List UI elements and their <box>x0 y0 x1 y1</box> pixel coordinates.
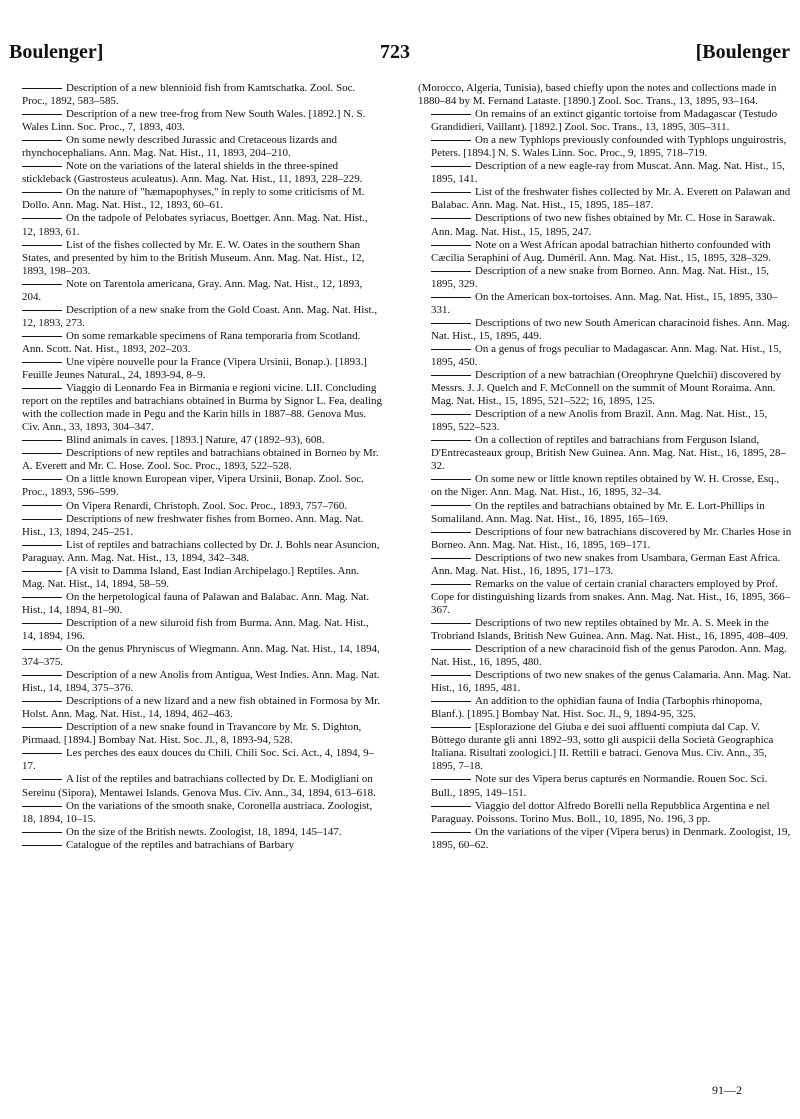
ditto-dash <box>22 571 62 572</box>
bibliography-entry <box>418 617 792 643</box>
bibliography-entry <box>9 721 383 747</box>
ditto-dash <box>431 558 471 559</box>
bibliography-entry <box>418 669 792 695</box>
bibliography-entry <box>9 643 383 669</box>
entry-text: Description of a new batrachian (Oreophryne Quelchii) discovered by Messrs. J. J. Quelch and F. McConnell on the summit of Mount Roraima. Ann. Mag. Nat. Hist., 15, 1895, 521–522; 16, 1895, 125. <box>431 369 782 408</box>
entry-text: On remains of an extinct gigantic tortoise from Madagascar (Testudo Grandidieri, Vaillant). [1892.] Zool. Soc. Trans., 13, 1895, 305–311. <box>431 108 778 134</box>
ditto-dash <box>431 532 471 533</box>
bibliography-entry <box>9 108 383 134</box>
ditto-dash <box>22 166 62 167</box>
entry-text: Note on the variations of the lateral shields in the three-spined stickleback (Gastrosteus aculeatus). Ann. Mag. Nat. Hist., 11, 1893, 228–229. <box>22 160 363 186</box>
entry-text: On the genus Phryniscus of Wiegmann. Ann. Mag. Nat. Hist., 14, 1894, 374–375. <box>22 643 380 669</box>
entry-text: Description of a new eagle-ray from Muscat. Ann. Mag. Nat. Hist., 15, 1895, 141. <box>431 160 785 186</box>
ditto-dash <box>22 114 62 115</box>
bibliography-entry <box>9 473 383 499</box>
ditto-dash <box>22 597 62 598</box>
ditto-dash <box>431 623 471 624</box>
entry-text: On the variations of the viper (Vipera berus) in Denmark. Zoologist, 19, 1895, 60–62. <box>431 825 791 851</box>
entry-text: Description of a new Anolis from Brazil. Ann. Mag. Nat. Hist., 15, 1895, 522–523. <box>431 408 768 434</box>
entry-text: Description of a new characinoid fish of the genus Parodon. Ann. Mag. Nat. Hist., 16, 1895, 480. <box>431 643 787 669</box>
entry-text: List of the fishes collected by Mr. E. W. Oates in the southern Shan States, and presented by him to the British Museum. Ann. Mag. Nat. Hist., 12, 1893, 198–203. <box>22 238 365 277</box>
entry-text: On some remarkable specimens of Rana temporaria from Scotland. Ann. Scott. Nat. Hist., 1893, 202–203. <box>22 329 361 355</box>
bibliography-entry <box>418 212 792 238</box>
bibliography-entry <box>9 134 383 160</box>
ditto-dash <box>22 545 62 546</box>
ditto-dash <box>22 440 62 441</box>
bibliography-entry <box>418 826 792 852</box>
ditto-dash <box>431 479 471 480</box>
entry-text: Viaggio di Leonardo Fea in Birmania e regioni vicine. LII. Concluding report on the reptiles and batrachians obtained in Burma by Signor L. Fea, dealing with the collection made in Pegu and the Karin hills in 1887–88. Genova Mus. Civ. Ann., 33, 1893, 304–347. <box>22 382 382 434</box>
entry-text: List of reptiles and batrachians collected by Dr. J. Bohls near Asuncion, Paraguay. Ann. Mag. Nat. Hist., 13, 1894, 342–348. <box>22 538 380 564</box>
bibliography-entry <box>9 304 383 330</box>
bibliography-entry <box>418 291 792 317</box>
entry-text: Blind animals in caves. [1893.] Nature, 47 (1892–93), 608. <box>66 434 325 447</box>
bibliography-entry <box>418 800 792 826</box>
bibliography-entry <box>9 239 383 278</box>
entry-text: A list of the reptiles and batrachians collected by Dr. E. Modigliani on Sereinu (Sipora), Mentawei Islands. Genova Mus. Civ. Ann., 34, 1894, 613–618. <box>22 773 376 799</box>
bibliography-entry <box>9 160 383 186</box>
left-column <box>9 82 383 852</box>
bibliography-entry <box>9 669 383 695</box>
ditto-dash <box>431 649 471 650</box>
bibliography-entry <box>418 265 792 291</box>
entry-text: Les perches des eaux douces du Chili. Chili Soc. Sci. Act., 4, 1894, 9–17. <box>22 747 375 773</box>
bibliography-entry <box>9 747 383 773</box>
ditto-dash <box>431 192 471 193</box>
entry-text: On the variations of the smooth snake, Coronella austriaca. Zoologist, 18, 1894, 10–15. <box>22 799 373 825</box>
bibliography-entry <box>418 369 792 408</box>
bibliography-entry <box>418 773 792 799</box>
ditto-dash <box>22 284 62 285</box>
ditto-dash <box>431 414 471 415</box>
ditto-dash <box>431 297 471 298</box>
bibliography-entry <box>418 317 792 343</box>
ditto-dash <box>22 245 62 246</box>
bibliography-entry <box>418 343 792 369</box>
ditto-dash <box>22 88 62 89</box>
bibliography-entry <box>9 330 383 356</box>
bibliography-entry <box>9 839 383 852</box>
ditto-dash <box>22 649 62 650</box>
bibliography-entry <box>9 434 383 447</box>
bibliography-entry <box>418 643 792 669</box>
entry-text: Description of a new snake from Borneo. Ann. Mag. Nat. Hist., 15, 1895, 329. <box>431 264 770 290</box>
entry-text: On a genus of frogs peculiar to Madagascar. Ann. Mag. Nat. Hist., 15, 1895, 450. <box>431 342 782 368</box>
ditto-dash <box>22 845 62 846</box>
entry-text: On Vipera Renardi, Christoph. Zool. Soc. Proc., 1893, 757–760. <box>66 499 348 512</box>
entry-text: Note on a West African apodal batrachian hitherto confounded with Cæcilia Seraphini of Aug. Duméril. Ann. Mag. Nat. Hist., 15, 1895, 328–329. <box>431 238 771 264</box>
ditto-dash <box>22 701 62 702</box>
bibliography-entry <box>9 539 383 565</box>
entry-text: An addition to the ophidian fauna of India (Tarbophis rhinopoma, Blanf.). [1895.] Bombay Nat. Hist. Soc. Jl., 9, 1894-95, 325. <box>431 695 763 721</box>
bibliography-entry <box>9 800 383 826</box>
bibliography-entry <box>9 382 383 434</box>
ditto-dash <box>22 192 62 193</box>
ditto-dash <box>22 519 62 520</box>
ditto-dash <box>431 832 471 833</box>
entry-text: On a little known European viper, Vipera Ursinii, Bonap. Zool. Soc. Proc., 1893, 596–599. <box>22 473 364 499</box>
ditto-dash <box>22 753 62 754</box>
entry-text: Descriptions of two new South American characinoid fishes. Ann. Mag. Nat. Hist., 15, 1895, 449. <box>431 316 790 342</box>
bibliography-entry <box>9 773 383 799</box>
entry-text: On some new or little known reptiles obtained by W. H. Crosse, Esq., on the Niger. Ann. Mag. Nat. Hist., 16, 1895, 32–34. <box>431 473 780 499</box>
running-head-right: [Boulenger <box>695 41 790 63</box>
bibliography-entry <box>9 826 383 839</box>
bibliography-entry <box>418 134 792 160</box>
entry-text: Descriptions of new reptiles and batrachians obtained in Borneo by Mr. A. Everett and Mr. C. Hose. Zool. Soc. Proc., 1893, 522–528. <box>22 447 379 473</box>
ditto-dash <box>431 675 471 676</box>
entry-text: Descriptions of two new reptiles obtained by Mr. A. S. Meek in the Trobriand Islands, British New Guinea. Ann. Mag. Nat. Hist., 16, 1895, 408–409. <box>431 616 789 642</box>
entry-text: On some newly described Jurassic and Cretaceous lizards and rhynchocephalians. Ann. Mag. Nat. Hist., 11, 1893, 204–210. <box>22 134 337 160</box>
ditto-dash <box>431 806 471 807</box>
ditto-dash <box>22 675 62 676</box>
entry-text: Description of a new snake found in Travancore by Mr. S. Dighton, Pirmaad. [1894.] Bombay Nat. Hist. Soc. Jl., 8, 1893-94, 528. <box>22 721 362 747</box>
bibliography-entry <box>418 408 792 434</box>
entry-text: On a collection of reptiles and batrachians from Ferguson Island, D'Entrecasteaux group, British New Guinea. Ann. Mag. Nat. Hist., 16, 1895, 28–32. <box>431 434 786 473</box>
bibliography-entry <box>9 617 383 643</box>
entry-text: Descriptions of four new batrachians discovered by Mr. Charles Hose in Borneo. Ann. Mag. Nat. Hist., 16, 1895, 169–171. <box>431 525 792 551</box>
entry-text: On the tadpole of Pelobates syriacus, Boettger. Ann. Mag. Nat. Hist., 12, 1893, 61. <box>22 212 368 238</box>
ditto-dash <box>22 832 62 833</box>
page-header <box>0 40 800 70</box>
ditto-dash <box>431 245 471 246</box>
ditto-dash <box>22 388 62 389</box>
entry-text: Note on Tarentola americana, Gray. Ann. Mag. Nat. Hist., 12, 1893, 204. <box>22 277 363 303</box>
entry-text: Une vipère nouvelle pour la France (Vipera Ursinii, Bonap.). [1893.] Feuille Jeunes Natural., 24, 1893-94, 8–9. <box>22 355 367 382</box>
ditto-dash <box>22 362 62 363</box>
ditto-dash <box>22 806 62 807</box>
ditto-dash <box>22 140 62 141</box>
entry-text: Descriptions of new freshwater fishes from Borneo. Ann. Mag. Nat. Hist., 13, 1894, 245–251. <box>22 512 364 538</box>
bibliography-entry <box>418 160 792 186</box>
bibliography-entry <box>418 526 792 552</box>
ditto-dash <box>431 114 471 115</box>
ditto-dash <box>431 218 471 219</box>
bibliography-entry <box>418 434 792 473</box>
bibliography-entry <box>9 356 383 382</box>
ditto-dash <box>431 349 471 350</box>
right-column <box>418 82 792 852</box>
bibliography-entry <box>418 552 792 578</box>
bibliography-entry <box>9 212 383 238</box>
entry-text: [Esplorazione del Giuba e dei suoi affluenti compiuta dal Cap. V. Bòttego durante gli anni 1892–93, sotto gli auspicii della Società Geographica Italiana. Risultati zoologici.] II. Rettili e batraci. Genova Mus. Civ. Ann., 35, 1895, 7–18. <box>431 721 774 773</box>
ditto-dash <box>431 140 471 141</box>
ditto-dash <box>431 440 471 441</box>
entry-text: Descriptions of two new snakes from Usambara, German East Africa. Ann. Mag. Nat. Hist., 16, 1895, 171–173. <box>431 551 781 577</box>
bibliography-entry <box>9 186 383 212</box>
bibliography-entry <box>9 500 383 513</box>
ditto-dash <box>431 323 471 324</box>
ditto-dash <box>22 336 62 337</box>
bibliography-entry <box>418 239 792 265</box>
ditto-dash <box>431 584 471 585</box>
ditto-dash <box>22 310 62 311</box>
entry-text: On the herpetological fauna of Palawan and Balabac. Ann. Mag. Nat. Hist., 14, 1894, 81–90. <box>22 590 370 616</box>
ditto-dash <box>431 701 471 702</box>
entry-text: On the reptiles and batrachians obtained by Mr. E. Lort-Phillips in Somaliland. Ann. Mag. Nat. Hist., 16, 1895, 165–169. <box>431 499 765 525</box>
entry-text: Description of a new Anolis from Antigua, West Indies. Ann. Mag. Nat. Hist., 14, 1894, 375–376. <box>22 669 380 695</box>
ditto-dash <box>22 505 62 506</box>
bibliography-entry <box>9 447 383 473</box>
ditto-dash <box>22 727 62 728</box>
bibliography-entry <box>9 82 383 108</box>
bibliography-entry <box>9 591 383 617</box>
bibliography-entry <box>418 186 792 212</box>
entry-text: [A visit to Damma Island, East Indian Archipelago.] Reptiles. Ann. Mag. Nat. Hist., 14, 1894, 58–59. <box>22 564 360 590</box>
entry-text: Description of a new tree-frog from New South Wales. [1892.] N. S. Wales Linn. Soc. Proc., 7, 1893, 403. <box>22 108 366 134</box>
bibliography-entry <box>9 565 383 591</box>
entry-text: On a new Typhlops previously confounded with Typhlops unguirostris, Peters. [1894.] N. S. Wales Linn. Soc. Proc., 9, 1895, 718–719. <box>431 134 787 160</box>
entry-text: Description of a new siluroid fish from Burma. Ann. Mag. Nat. Hist., 14, 1894, 196. <box>22 616 369 642</box>
ditto-dash <box>431 271 471 272</box>
bibliography-entry <box>418 578 792 617</box>
ditto-dash <box>22 453 62 454</box>
ditto-dash <box>22 479 62 480</box>
ditto-dash <box>431 779 471 780</box>
entry-text: Note sur des Vipera berus capturés en Normandie. Rouen Soc. Sci. Bull., 1895, 149–151. <box>431 773 768 799</box>
ditto-dash <box>431 375 471 376</box>
entry-text: Catalogue of the reptiles and batrachians of Barbary <box>66 838 295 851</box>
ditto-dash <box>22 623 62 624</box>
bibliography-entry <box>418 108 792 134</box>
entry-text: Description of a new snake from the Gold Coast. Ann. Mag. Nat. Hist., 12, 1893, 273. <box>22 303 378 329</box>
bibliography-entry <box>9 695 383 721</box>
bibliography-entry <box>418 695 792 721</box>
entry-text: Description of a new blennioid fish from Kamtschatka. Zool. Soc. Proc., 1892, 583–585. <box>22 82 356 108</box>
bibliography-entry <box>418 721 792 773</box>
running-head-left: Boulenger] <box>9 41 104 63</box>
bibliography-entry <box>418 500 792 526</box>
entry-text: Viaggio del dottor Alfredo Borelli nella Repubblica Argentina e nel Paraguay. Poissons. Torino Mus. Boll., 10, 1895, No. 196, 3 pp. <box>431 799 770 825</box>
entry-text: Remarks on the value of certain cranial characters employed by Prof. Cope for distinguishing lizards from snakes. Ann. Mag. Nat. Hist., 16, 1895, 366–367. <box>431 577 791 616</box>
entry-text: On the size of the British newts. Zoologist, 18, 1894, 145–147. <box>66 825 342 838</box>
entry-text: Descriptions of a new lizard and a new fish obtained in Formosa by Mr. Holst. Ann. Mag. Nat. Hist., 14, 1894, 462–463. <box>22 695 381 721</box>
entry-text: Descriptions of two new fishes obtained by Mr. C. Hose in Sarawak. Ann. Mag. Nat. Hist., 15, 1895, 247. <box>431 212 776 238</box>
entry-text: List of the freshwater fishes collected by Mr. A. Everett on Palawan and Balabac. Ann. Mag. Nat. Hist., 15, 1895, 185–187. <box>431 186 791 212</box>
entry-text: On the nature of "hæmapophyses," in reply to some criticisms of M. Dollo. Ann. Mag. Nat. Hist., 12, 1893, 60–61. <box>22 186 365 212</box>
bibliography-entry <box>9 513 383 539</box>
entry-text: Descriptions of two new snakes of the genus Calamaria. Ann. Mag. Nat. Hist., 16, 1895, 481. <box>431 669 792 695</box>
ditto-dash <box>22 218 62 219</box>
ditto-dash <box>22 779 62 780</box>
bibliography-entry <box>418 473 792 499</box>
bibliography-entry <box>9 278 383 304</box>
signature-mark: 91—2 <box>712 1083 742 1097</box>
page-number: 723 <box>380 41 410 63</box>
ditto-dash <box>431 727 471 728</box>
entry-text: On the American box-tortoises. Ann. Mag. Nat. Hist., 15, 1895, 330–331. <box>431 290 778 316</box>
continued-entry: (Morocco, Algeria, Tunisia), based chiefly upon the notes and collections made in 1880–84 by M. Fernand Lataste. [1890.] Zool. Soc. Trans., 13, 1895, 93–164. <box>418 82 777 108</box>
ditto-dash <box>431 166 471 167</box>
ditto-dash <box>431 505 471 506</box>
